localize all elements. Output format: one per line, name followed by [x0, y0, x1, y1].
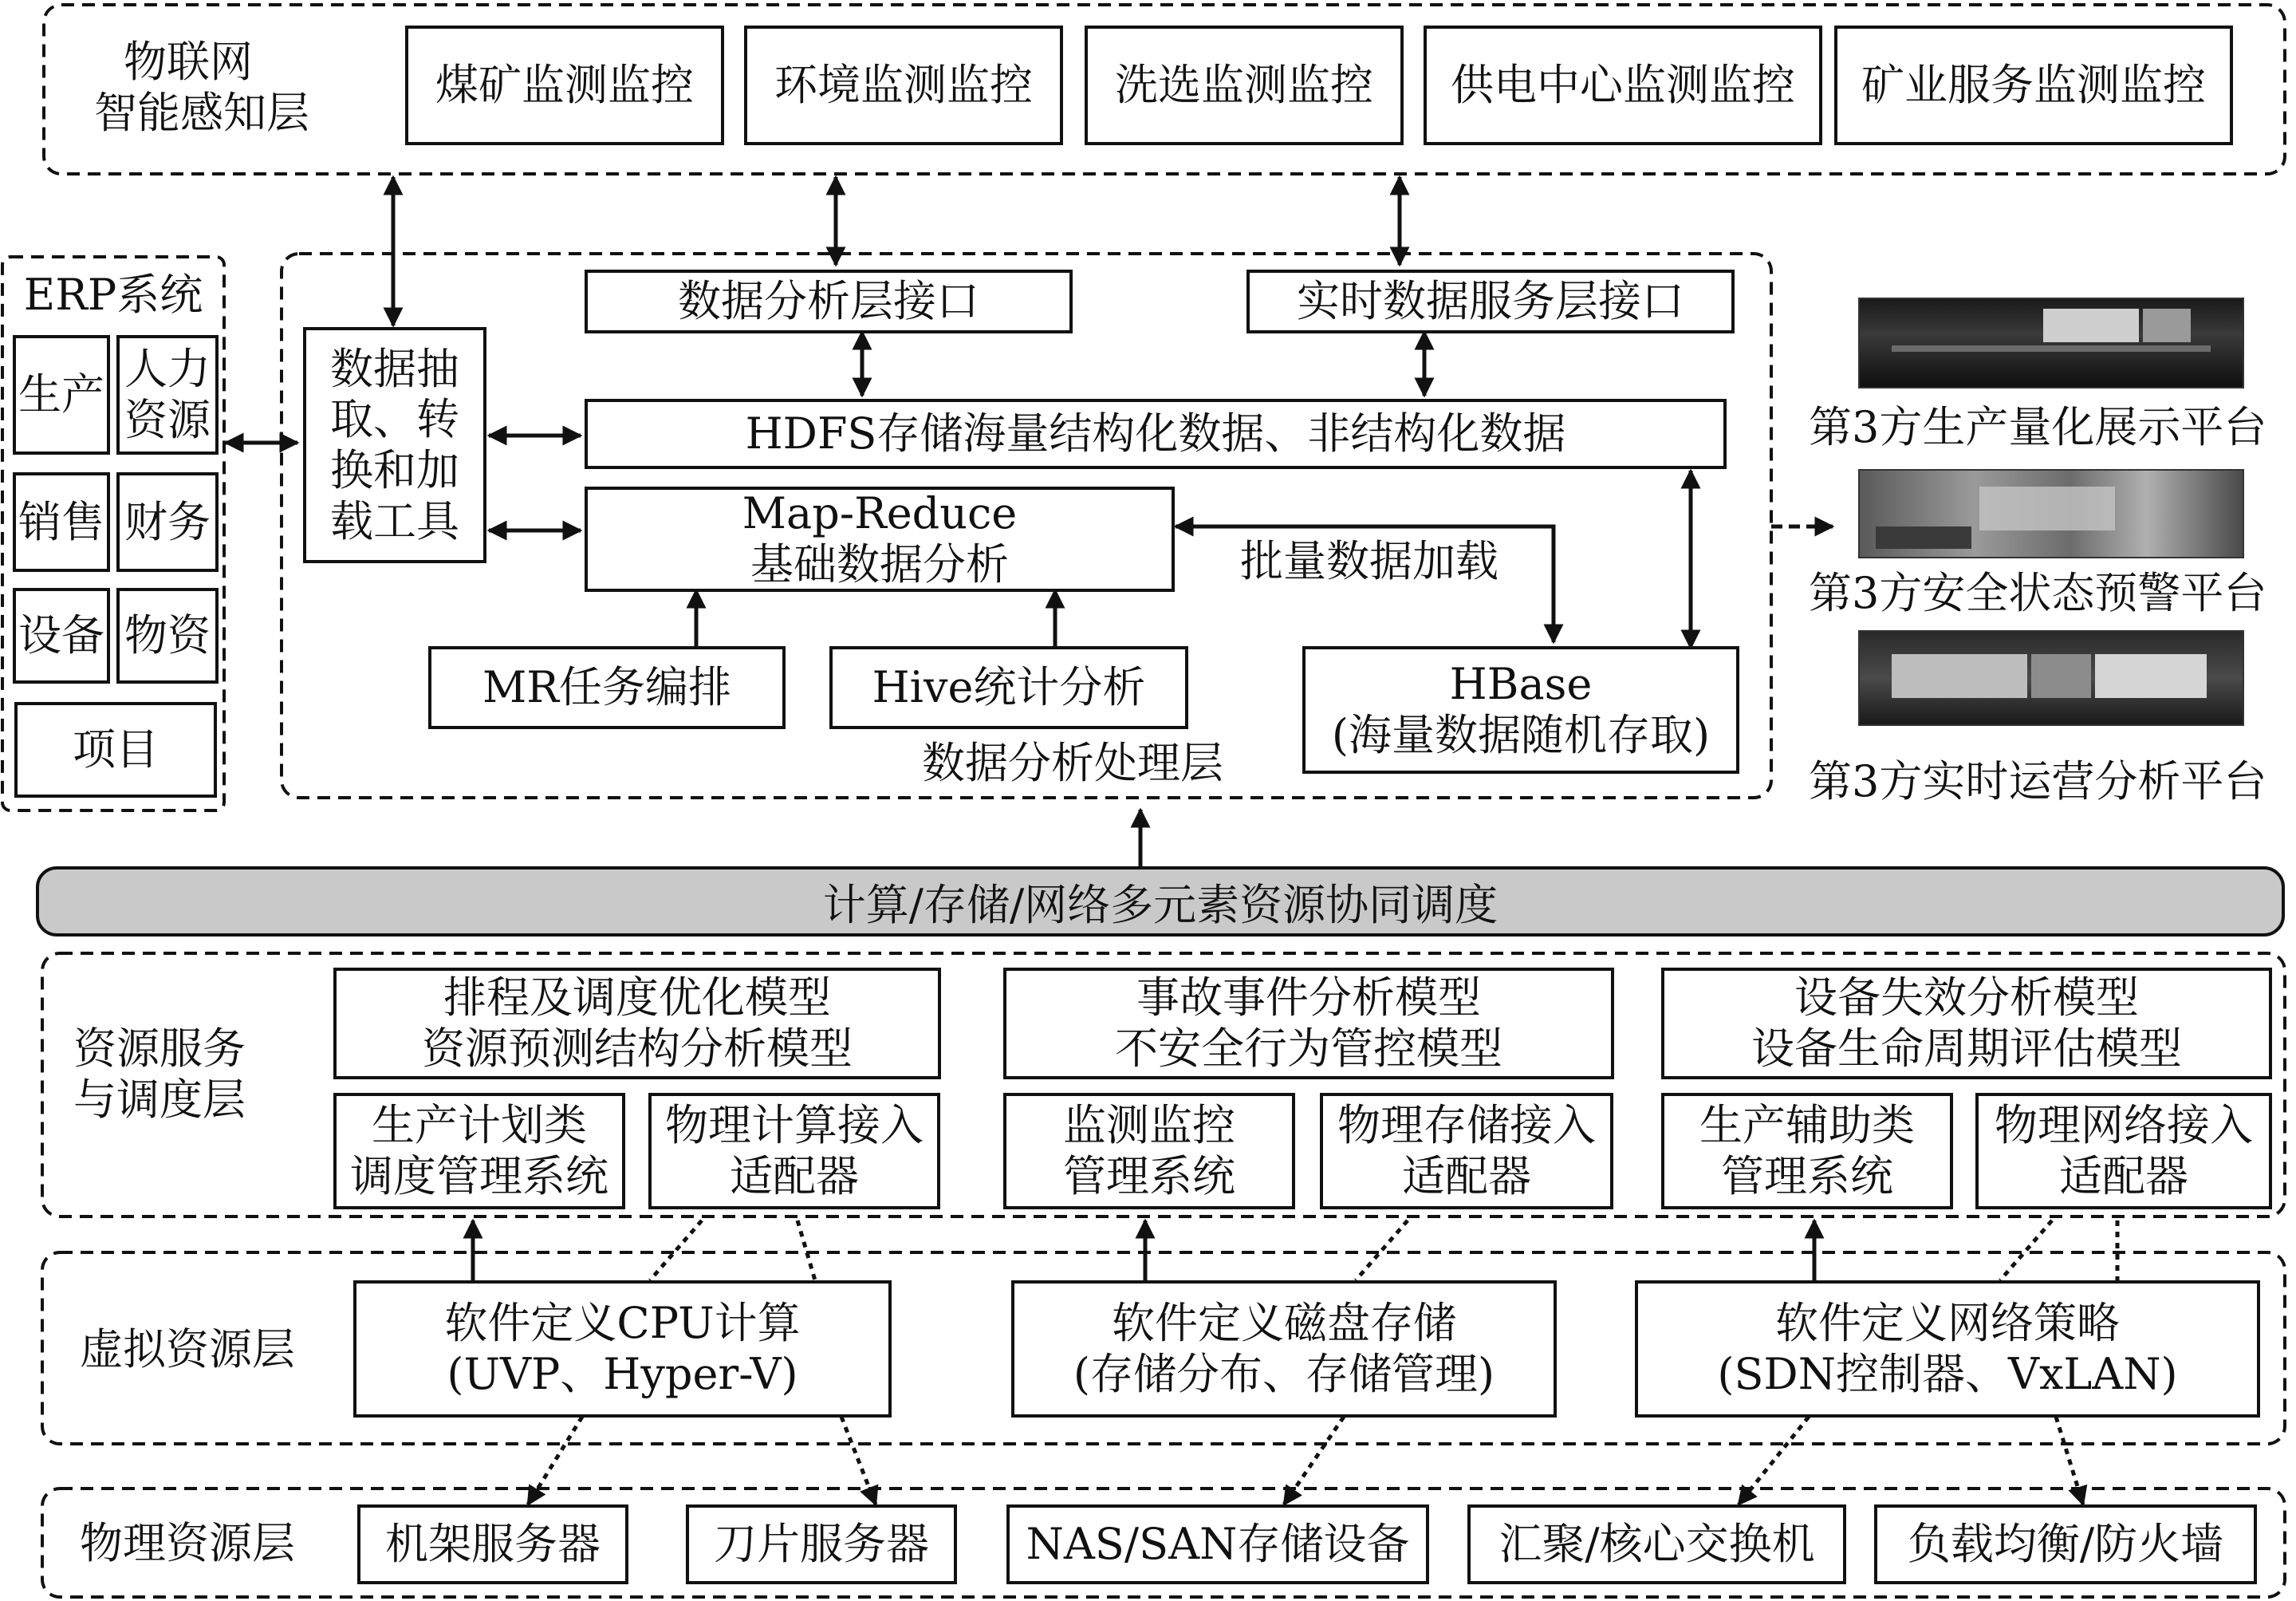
production-display-screenshot: [1858, 298, 2244, 388]
compute-adapter-dotted-right: [797, 1220, 815, 1280]
system-production-planning: 生产计划类 调度管理系统: [333, 1093, 625, 1209]
hbase-box: HBase (海量数据随机存取): [1302, 646, 1739, 774]
network-adapter-dotted-left: [2000, 1220, 2052, 1280]
virtual-layer-title: 虚拟资源层: [80, 1324, 295, 1374]
compute-adapter-dotted-left: [650, 1220, 702, 1280]
third-party-realtime-operation: 第3方实时运营分析平台: [1809, 756, 2267, 806]
iot-module-power-center: 供电中心监测监控: [1424, 26, 1822, 145]
erp-item-finance: 财务: [116, 472, 219, 572]
iot-module-mining-service: 矿业服务监测监控: [1834, 26, 2233, 145]
virtual-cpu-compute: 软件定义CPU计算 (UVP、Hyper-V): [353, 1280, 892, 1418]
cpu-rack-dotted: [528, 1417, 582, 1504]
erp-item-production: 生产: [13, 335, 110, 455]
resource-layer-title: 资源服务 与调度层: [73, 1023, 246, 1125]
physical-load-balancer-firewall: 负载均衡/防火墙: [1874, 1504, 2257, 1584]
analysis-layer-label: 数据分析处理层: [922, 738, 1223, 788]
analysis-interface-box: 数据分析层接口: [585, 270, 1073, 333]
physical-core-switch: 汇聚/核心交换机: [1467, 1504, 1846, 1584]
physical-rack-server: 机架服务器: [357, 1504, 628, 1584]
iot-module-environment: 环境监测监控: [744, 26, 1063, 145]
virtual-network-policy: 软件定义网络策略 (SDN控制器、VxLAN): [1635, 1280, 2260, 1418]
system-monitoring: 监测监控 管理系统: [1003, 1093, 1295, 1209]
safety-warning-screenshot: [1858, 469, 2244, 558]
model-equipment-failure: 设备失效分析模型 设备生命周期评估模型: [1661, 968, 2272, 1079]
system-production-auxiliary: 生产辅助类 管理系统: [1661, 1093, 1953, 1209]
etl-tool-box: 数据抽 取、转 换和加 载工具: [303, 327, 486, 563]
third-party-safety-warning: 第3方安全状态预警平台: [1809, 568, 2267, 618]
adapter-physical-network: 物理网络接入 适配器: [1975, 1093, 2272, 1209]
hive-box: Hive统计分析: [829, 646, 1188, 729]
realtime-interface-box: 实时数据服务层接口: [1246, 270, 1735, 333]
iot-module-washing: 洗选监测监控: [1085, 26, 1404, 145]
realtime-operation-screenshot: [1858, 630, 2244, 726]
storage-adapter-dotted: [1356, 1220, 1408, 1280]
storage-nas-dotted: [1284, 1417, 1344, 1504]
network-switch-dotted: [1739, 1417, 1809, 1504]
erp-item-materials: 物资: [116, 588, 219, 684]
erp-item-human-resources: 人力 资源: [116, 335, 219, 455]
erp-item-sales: 销售: [13, 472, 110, 572]
adapter-physical-compute: 物理计算接入 适配器: [648, 1093, 940, 1209]
physical-nas-san-storage: NAS/SAN存储设备: [1006, 1504, 1429, 1584]
physical-blade-server: 刀片服务器: [686, 1504, 957, 1584]
batch-load-label: 批量数据加载: [1240, 536, 1499, 586]
model-scheduling-optimization: 排程及调度优化模型 资源预测结构分析模型: [333, 968, 941, 1079]
cpu-blade-dotted: [841, 1417, 876, 1504]
iot-module-coal-mine: 煤矿监测监控: [405, 26, 724, 145]
model-accident-analysis: 事故事件分析模型 不安全行为管控模型: [1003, 968, 1614, 1079]
erp-item-equipment: 设备: [13, 588, 110, 684]
erp-item-projects: 项目: [14, 702, 217, 798]
physical-layer-title: 物理资源层: [80, 1518, 295, 1568]
iot-layer-title: 物联网 智能感知层: [94, 37, 309, 138]
mapreduce-box: Map-Reduce 基础数据分析: [585, 487, 1175, 592]
third-party-production-display: 第3方生产量化展示平台: [1809, 402, 2267, 452]
resource-scheduler-band: 计算/存储/网络多元素资源协同调度: [36, 866, 2285, 937]
virtual-disk-storage: 软件定义磁盘存储 (存储分布、存储管理): [1011, 1280, 1557, 1418]
hdfs-box: HDFS存储海量结构化数据、非结构化数据: [585, 399, 1727, 469]
erp-title: ERP系统: [23, 270, 203, 320]
adapter-physical-storage: 物理存储接入 适配器: [1320, 1093, 1613, 1209]
network-firewall-dotted: [2056, 1417, 2083, 1504]
mr-task-box: MR任务编排: [428, 646, 786, 729]
